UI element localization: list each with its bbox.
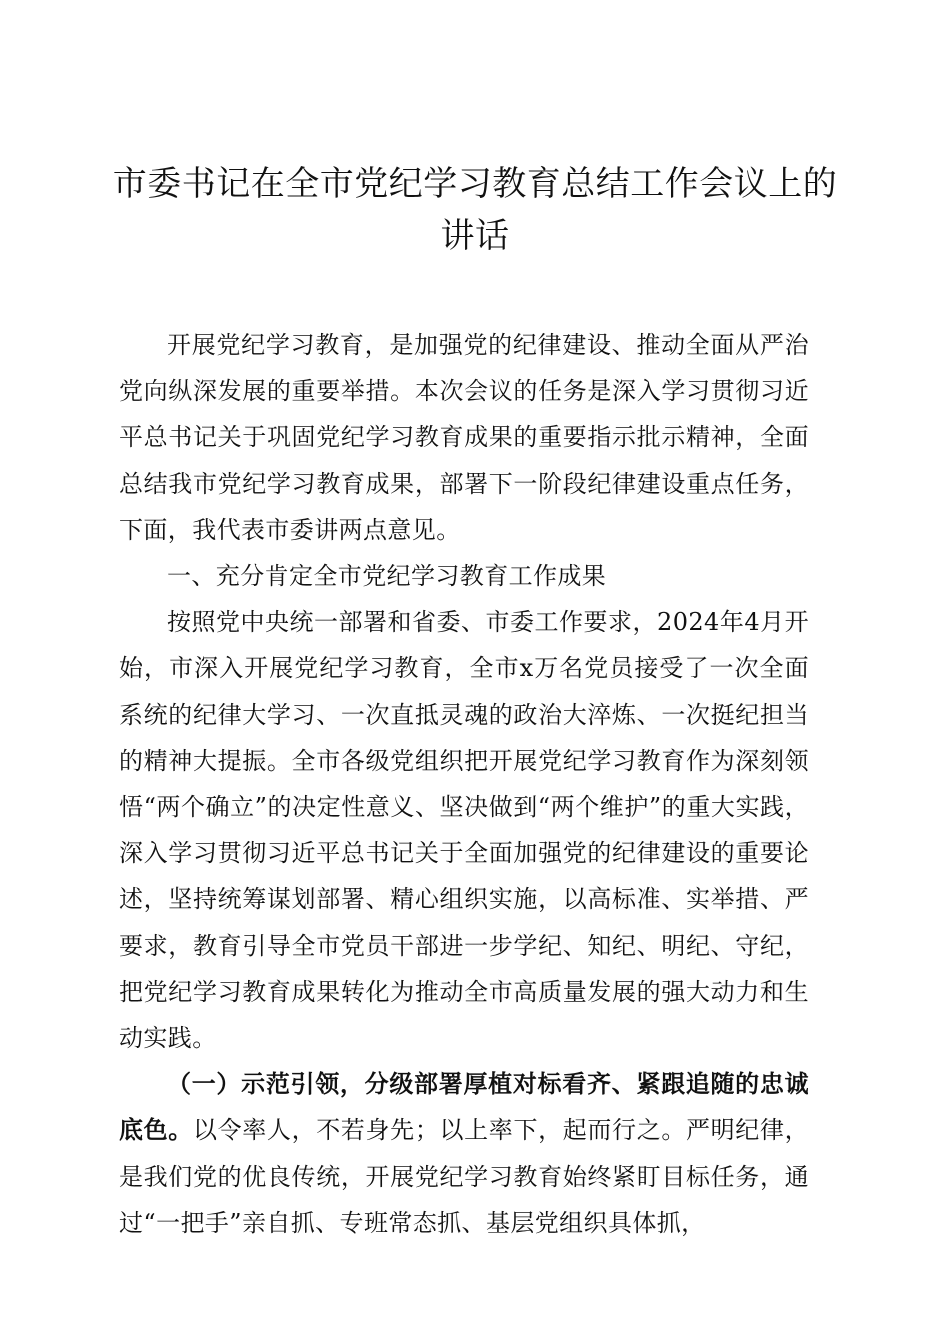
subsection-text: 以令率人，不若身先；以上率下，起而行之。严明纪律，是我们党的优良传统，开展党纪学习教育始终紧盯目标任务，通过“一把手”亲自抓、专班常态抓、基层党组织具体抓， (119, 1116, 810, 1237)
subsection-paragraph (119, 1061, 809, 1246)
section-paragraph: 按照党中央统一部署和省委、市委工作要求，2024年4月开始，市深入开展党纪学习教育，全市x万名党员接受了一次全面系统的纪律大学习、一次直抵灵魂的政治大淬炼、一次挺纪担当的精神大提振。全市各级党组织把开展党纪学习教育作为深刻领悟“两个确立”的决定性意义、坚决做到“两个维护”的重大实践，深入学习贯彻习近平总书记关于全面加强党的纪律建设的重要论述，坚持统筹谋划部署、精心组织实施，以高标准、实举措、严要求，教育引导全市党员干部进一步学纪、知纪、明纪、守纪，把党纪学习教育成果转化为推动全市高质量发展的强大动力和生动实践。 (119, 608, 809, 1053)
section-heading: 一、充分肯定全市党纪学习教育工作成果 (167, 562, 607, 591)
subsection-lead: （一）示范引领，分级部署厚植对标看齐、紧跟追随的忠诚底色。 (119, 1069, 809, 1145)
document-body (119, 322, 809, 1246)
intro-paragraph: 开展党纪学习教育，是加强党的纪律建设、推动全面从严治党向纵深发展的重要举措。本次会议的任务是深入学习贯彻习近平总书记关于巩固党纪学习教育成果的重要指示批示精神，全面总结我市党纪学习教育成果，部署下一阶段纪律建设重点任务，下面，我代表市委讲两点意见。 (119, 331, 809, 544)
page-title: 市委书记在全市党纪学习教育总结工作会议上的讲话 (112, 164, 838, 256)
